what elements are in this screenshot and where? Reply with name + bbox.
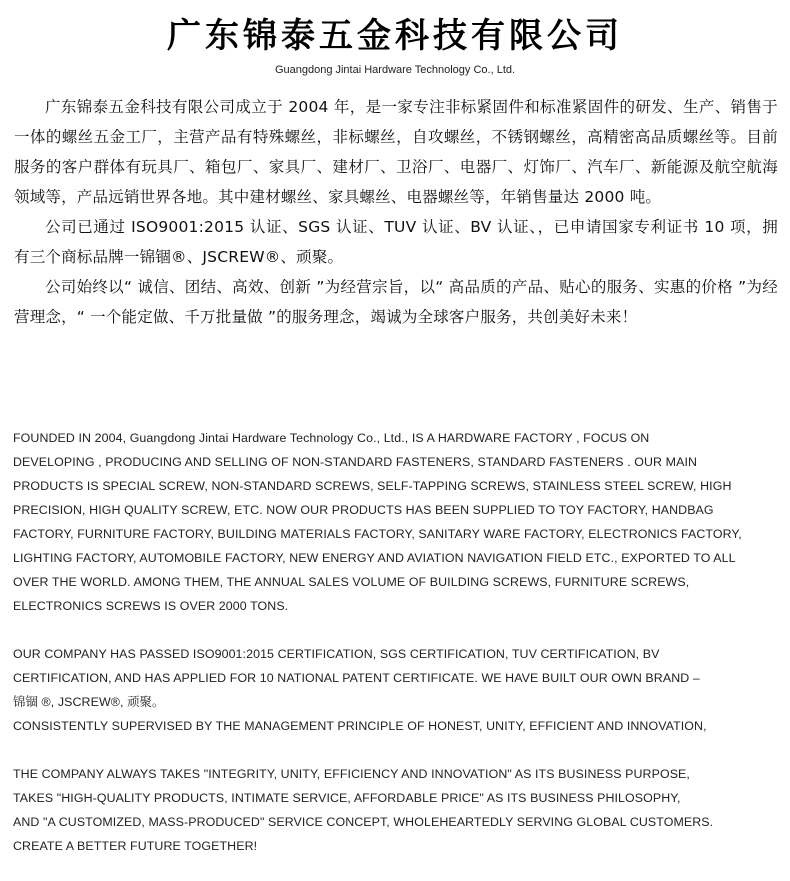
en-line: LIGHTING FACTORY, AUTOMOBILE FACTORY, NEW ENERGY AND AVIATION NAVIGATION FIELD ETC., EXPORTED TO ALL xyxy=(13,551,736,565)
en-line: CERTIFICATION, AND HAS APPLIED FOR 10 NATIONAL PATENT CERTIFICATE. WE HAVE BUILT OUR OWN BRAND – xyxy=(13,671,700,685)
cn-paragraph-certification: 公司已通过 ISO9001:2015 认证、SGS 认证、TUV 认证、BV 认证、，已申请国家专利证书 10 项，拥有三个商标品牌一锦锢®、JSCREW®、顽聚。 xyxy=(14,218,778,266)
cn-paragraph-philosophy: 公司始终以“ 诚信、团结、高效、创新 ”为经营宗旨，以“ 高品质的产品、贴心的服务、实惠的价格 ”为经营理念，“ 一个能定做、千万批量做 ”的服务理念，竭诚为全球客户服务，共创美好未来！ xyxy=(14,278,779,326)
en-line: PRODUCTS IS SPECIAL SCREW, NON-STANDARD SCREWS, SELF-TAPPING SCREWS, STAINLESS STEEL SCREW, HIGH xyxy=(13,479,732,493)
en-line: DEVELOPING , PRODUCING AND SELLING OF NON-STANDARD FASTENERS, STANDARD FASTENERS . OUR MAIN xyxy=(13,455,698,469)
en-block-philosophy xyxy=(13,762,783,858)
cn-paragraph-profile: 广东锦泰五金科技有限公司成立于 2004 年，是一家专注非标紧固件和标准紧固件的研发、生产、销售于一体的螺丝五金工厂，主营产品有特殊螺丝，非标螺丝，自攻螺丝，不锈钢螺丝，高精密高品质螺丝等。目前服务的客户群体有玩具厂、箱包厂、家具厂、建材厂、卫浴厂、电器厂、灯饰厂、汽车厂、新能源及航空航海领域等，产品远销世界各地。其中建材螺丝、家具螺丝、电器螺丝等，年销售量达 2000 吨。 xyxy=(14,98,778,206)
company-title-en: Guangdong Jintai Hardware Technology Co., Ltd. xyxy=(274,64,516,76)
en-line: FOUNDED IN 2004, Guangdong Jintai Hardware Technology Co., Ltd., IS A HARDWARE FACTORY , FOCUS ON xyxy=(13,431,650,445)
en-line: 锦锢 ®, JSCREW®, 顽聚。 xyxy=(13,695,165,709)
en-line: PRECISION, HIGH QUALITY SCREW, ETC. NOW OUR PRODUCTS HAS BEEN SUPPLIED TO TOY FACTORY, HANDBAG xyxy=(13,503,714,517)
en-block-certification xyxy=(13,642,783,738)
en-line: OVER THE WORLD. AMONG THEM, THE ANNUAL SALES VOLUME OF BUILDING SCREWS, FURNITURE SCREWS, xyxy=(13,575,690,589)
en-line: TAKES "HIGH-QUALITY PRODUCTS, INTIMATE SERVICE, AFFORDABLE PRICE" AS ITS BUSINESS PHILOSOPHY, xyxy=(13,791,681,805)
en-line: CONSISTENTLY SUPERVISED BY THE MANAGEMENT PRINCIPLE OF HONEST, UNITY, EFFICIENT AND INNOVATION, xyxy=(13,719,707,733)
en-line: AND "A CUSTOMIZED, MASS-PRODUCED" SERVICE CONCEPT, WHOLEHEARTEDLY SERVING GLOBAL CUSTOMERS. xyxy=(13,815,714,829)
company-title-cn: 广东锦泰五金科技有限公司 xyxy=(167,16,623,56)
en-block-profile xyxy=(13,426,783,618)
chinese-introduction xyxy=(14,92,778,332)
en-line: THE COMPANY ALWAYS TAKES "INTEGRITY, UNITY, EFFICIENCY AND INNOVATION" AS ITS BUSINESS PURPOSE, xyxy=(13,767,690,781)
en-line: OUR COMPANY HAS PASSED ISO9001:2015 CERTIFICATION, SGS CERTIFICATION, TUV CERTIFICATION, BV xyxy=(13,647,660,661)
en-line: ELECTRONICS SCREWS IS OVER 2000 TONS. xyxy=(13,599,289,613)
en-line: CREATE A BETTER FUTURE TOGETHER! xyxy=(13,839,258,853)
en-line: FACTORY, FURNITURE FACTORY, BUILDING MATERIALS FACTORY, SANITARY WARE FACTORY, ELECTRONICS FACTORY, xyxy=(13,527,742,541)
